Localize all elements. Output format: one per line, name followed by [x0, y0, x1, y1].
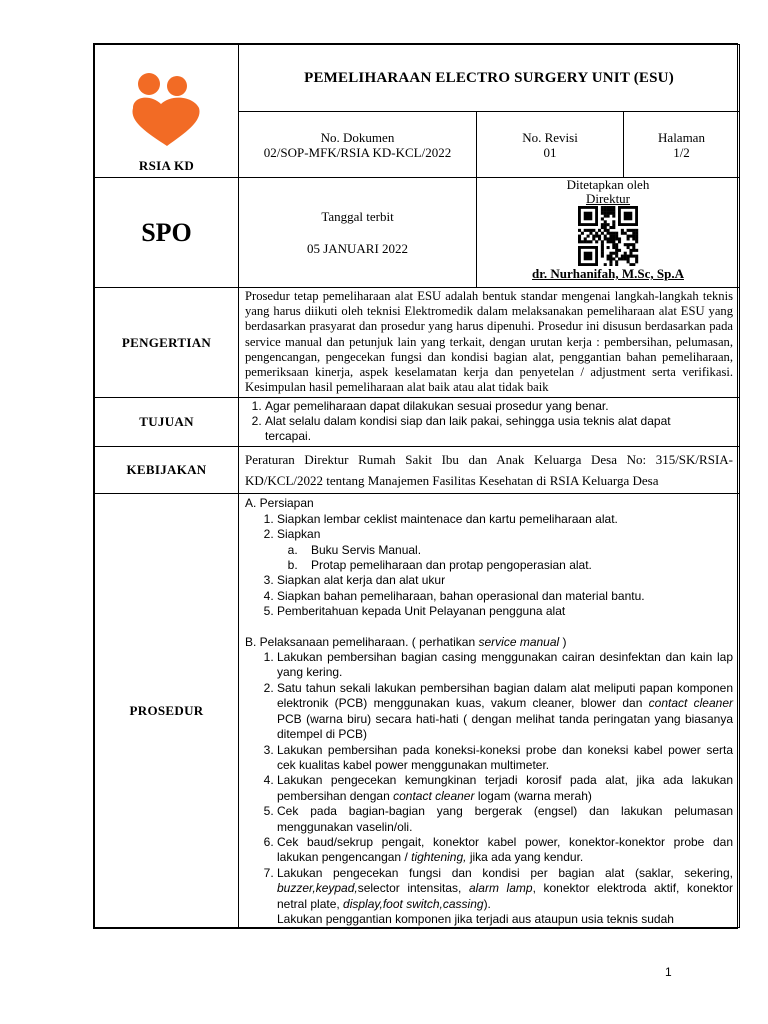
logo-cell: [95, 45, 239, 178]
step-b7-em3: display,foot switch,cassing: [343, 896, 484, 911]
no-revisi-cell: [477, 112, 624, 178]
hospital-name: RSIA KD: [138, 158, 195, 173]
step-a2b: [301, 558, 733, 573]
sop-document: [93, 43, 738, 929]
step-a1: 1. Siapkan lembar ceklist maintenace dan kartu pemeliharaan alat.: [277, 512, 733, 527]
step-b4-text: Lakukan pengecekan kemungkinan terjadi korosif pada alat, jika ada lakukan pembersihan dengan: [277, 773, 733, 803]
step-a2a: [301, 543, 733, 558]
ditetapkan-label: Ditetapkan oleh: [566, 177, 650, 192]
tanggal-label: Tanggal terbit: [321, 208, 394, 224]
step-b7-em1: buzzer,keypad,: [277, 881, 358, 896]
kebijakan-label: KEBIJAKAN: [95, 447, 239, 494]
signatory-name: dr. Nurhanifah, M.Sc, Sp.A: [532, 266, 684, 281]
spo-label: SPO: [95, 178, 239, 288]
step-b3: 3. Lakukan pembersihan pada koneksi-koneksi probe dan koneksi kabel power serta cek kualitas kabel power menggunakan multimeter.: [277, 743, 733, 774]
hospital-logo: [127, 66, 207, 148]
step-b1: 1. Lakukan pembersihan bagian casing menggunakan cairan desinfektan dan kain lap yang kering.: [277, 650, 733, 681]
sop-table: [94, 44, 740, 928]
step-b6-text: Cek baud/sekrup pengait, konektor kabel power, konektor-konektor probe dan lakukan pengencangan /: [277, 834, 733, 865]
page-number: 1: [665, 965, 672, 979]
tanggal-cell: [239, 178, 477, 288]
step-b2-end: PCB (warna biru) secara hati-hati ( dengan melihat tanda peringatan yang biasanya ditempel di PCB): [277, 711, 733, 742]
ditetapkan-cell: [477, 178, 740, 288]
step-b7: [277, 866, 733, 912]
step-a2a-text: Buku Servis Manual.: [311, 542, 422, 557]
step-b4-end: logam (warna merah): [474, 788, 592, 803]
qr-code-icon: [575, 206, 641, 266]
step-b6-end: jika ada yang kendur.: [466, 850, 584, 865]
tujuan-label: TUJUAN: [95, 398, 239, 447]
step-b7-em2: alarm lamp: [468, 881, 533, 896]
step-a2b-text: Protap pemeliharaan dan protap pengoperasian alat.: [311, 558, 592, 573]
tujuan-cell: [239, 398, 740, 447]
no-dokumen-cell: [239, 112, 477, 178]
step-b4-em: contact cleaner: [393, 788, 475, 803]
halaman-value: 1/2: [673, 144, 690, 160]
step-b7-mid2: , konektor elektroda aktif, konektor netral plate,: [277, 881, 733, 911]
section-b-title: [245, 635, 733, 650]
section-b-title-em: service manual: [478, 634, 560, 649]
pengertian-label: PENGERTIAN: [95, 288, 239, 398]
tujuan-item: 2. Alat selalu dalam kondisi siap dan laik pakai, sehingga usia teknis alat dapat tercapai.: [265, 414, 733, 444]
step-a5: 5. Pemberitahuan kepada Unit Pelayanan pengguna alat: [277, 604, 733, 619]
no-revisi-value: 01: [543, 144, 557, 160]
step-b2: [277, 681, 733, 743]
step-a2-label: Siapkan: [277, 527, 321, 542]
halaman-label: Halaman: [658, 129, 705, 145]
no-dokumen-label: No. Dokumen: [320, 129, 395, 145]
pengertian-text: Prosedur tetap pemeliharaan alat ESU adalah bentuk standar mengenai langkah-langkah teknis yang harus diikuti oleh teknisi Elektromedik dalam melaksanakan pemeliharaan alat ESU yang berdasarkan prasyarat dan prosedur yang harus dipenuhi. Prosedur ini disusun berdasarkan pada service manual dan petunjuk lain yang terkait, dengan urutan kerja : pembersihan, pelumasan, pengencangan, pengecekan fungsi dan kondisi bagian alat, penggantian bahan pemeliharaan, pemeriksaan kinerja, aspek keselamatan kerja dan penyetelan / adjustment serta verifikasi. Kesimpulan hasil pemeliharaan alat baik atau alat tidak baik: [239, 288, 740, 398]
tanggal-value: 05 JANUARI 2022: [306, 240, 409, 256]
prosedur-content: [239, 494, 740, 928]
step-b7-end: ).: [483, 896, 491, 911]
step-b2-em: contact cleaner: [648, 696, 733, 711]
step-b5: 5. Cek pada bagian-bagian yang bergerak (engsel) dan lakukan pelumasan menggunakan vaselin/oli.: [277, 804, 733, 835]
halaman-cell: [624, 112, 740, 178]
step-a2: [277, 527, 733, 573]
step-b4: [277, 773, 733, 804]
step-b7-mid1: selector intensitas,: [357, 881, 469, 896]
kebijakan-text: Peraturan Direktur Rumah Sakit Ibu dan Anak Keluarga Desa No: 315/SK/RSIA-KD/KCL/2022 tentang Manajemen Fasilitas Kesehatan di RSIA Keluarga Desa: [239, 447, 740, 494]
direktur-label: Direktur: [585, 191, 631, 206]
step-b6-em: tightening,: [411, 850, 467, 865]
no-dokumen-value: 02/SOP-MFK/RSIA KD-KCL/2022: [263, 144, 452, 160]
step-b7-text: Lakukan pengecekan fungsi dan kondisi per bagian alat (saklar, sekering,: [277, 865, 733, 880]
section-b-title-text: B. Pelaksanaan pemeliharaan. ( perhatikan: [245, 634, 479, 649]
tujuan-item: 1. Agar pemeliharaan dapat dilakukan sesuai prosedur yang benar.: [265, 399, 733, 414]
step-b8: 8. Lakukan penggantian komponen jika terjadi aus ataupun usia teknis sudah: [277, 912, 733, 927]
step-a4: 4. Siapkan bahan pemeliharaan, bahan operasional dan material bantu.: [277, 589, 733, 604]
section-b-title-end: ): [559, 634, 567, 649]
step-a3: 3. Siapkan alat kerja dan alat ukur: [277, 573, 733, 588]
no-revisi-label: No. Revisi: [522, 129, 578, 145]
step-b2-text: Satu tahun sekali lakukan pembersihan bagian dalam alat meliputi papan komponen elektronik (PCB) menggunakan kuas, vakum cleaner, blower dan: [277, 680, 733, 711]
prosedur-label: PROSEDUR: [95, 494, 239, 928]
step-b6: [277, 835, 733, 866]
section-a-title: A. Persiapan: [245, 496, 314, 511]
document-title: PEMELIHARAAN ELECTRO SURGERY UNIT (ESU): [239, 45, 740, 112]
